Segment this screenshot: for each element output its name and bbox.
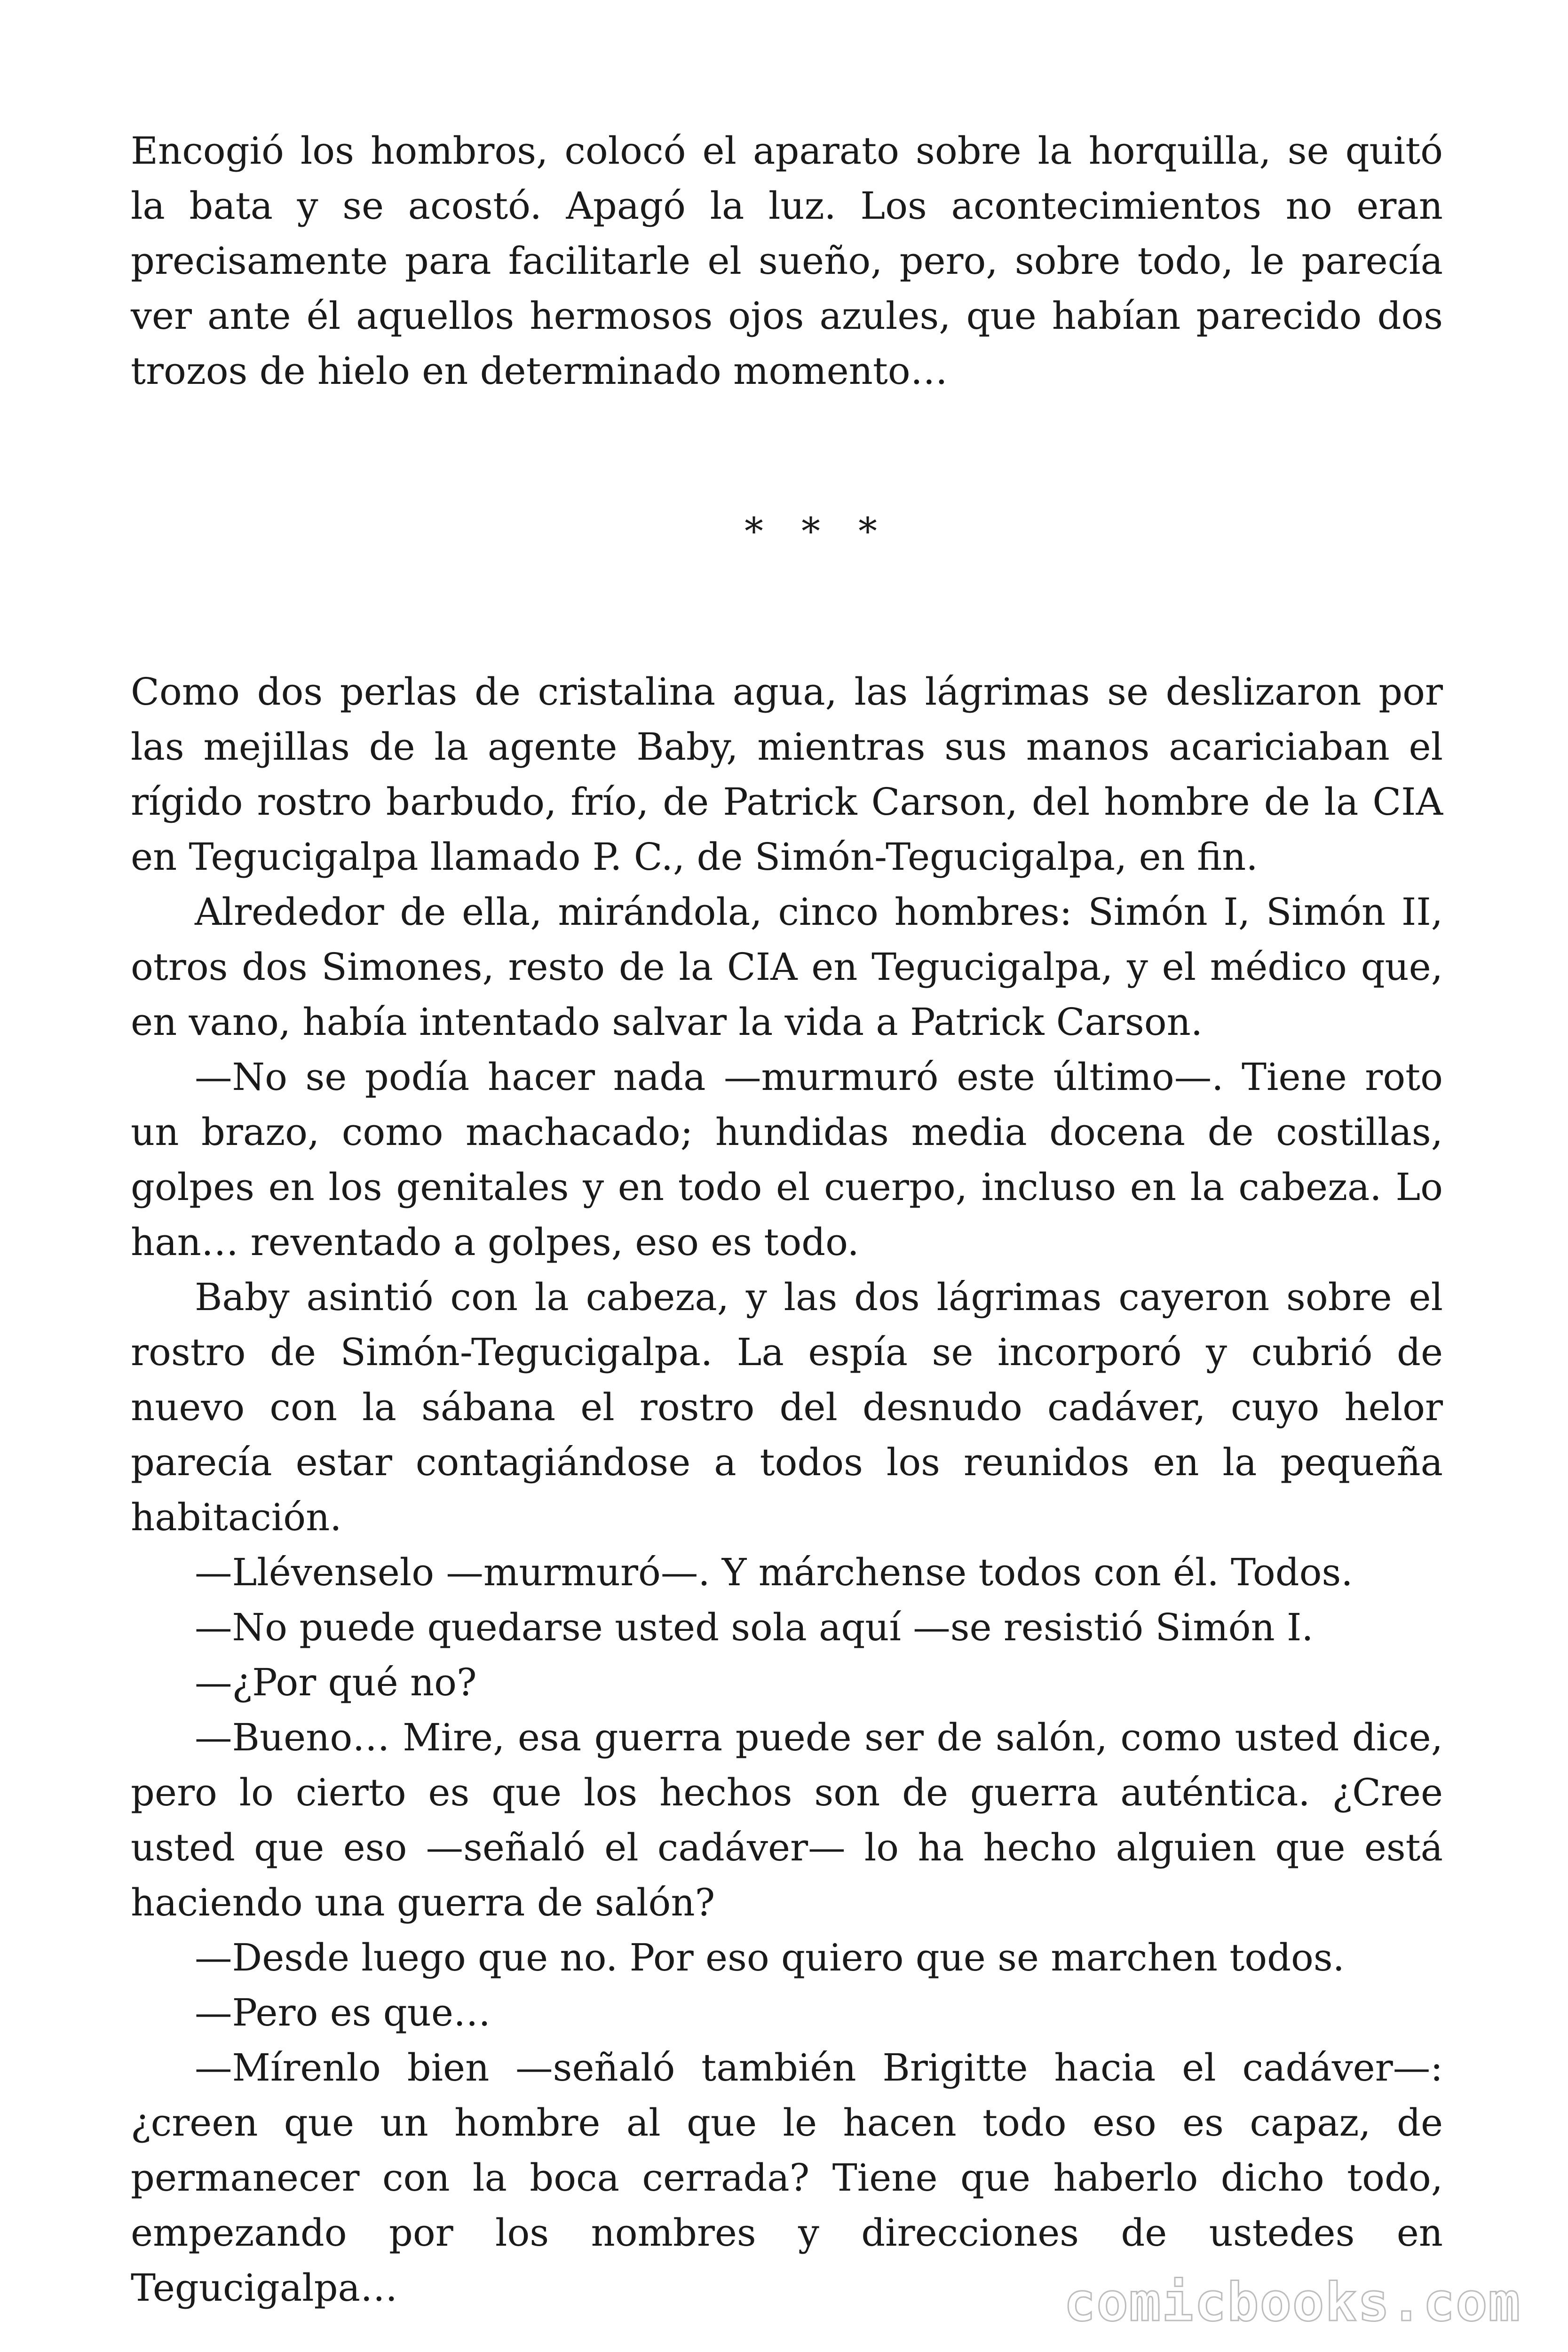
scene-separator: * * *	[744, 509, 890, 553]
paragraph: Baby asintió con la cabeza, y las dos lágrimas cayeron sobre el rostro de Simón-Tegucigalpa. La espía se incorporó y cubrió de nuevo con la sábana el rostro del desnudo cadáver, cuyo helor parecía estar contagiándose a todos los reunidos en la pequeña habitación.	[131, 1275, 1443, 1539]
dialogue-line: —No puede quedarse usted sola aquí —se resistió Simón I.	[195, 1605, 1314, 1649]
paragraph: Alrededor de ella, mirándola, cinco hombres: Simón I, Simón II, otros dos Simones, resto de la CIA en Tegucigalpa, y el médico que, en vano, había intentado salvar la vida a Patrick Carson.	[131, 890, 1443, 1044]
dialogue-line: —Bueno… Mire, esa guerra puede ser de salón, como usted dice, pero lo cierto es que los hechos son de guerra auténtica. ¿Cree usted que eso —señaló el cadáver— lo ha hecho alguien que está haciendo una guerra de salón?	[131, 1716, 1443, 1924]
paragraph: —No se podía hacer nada —murmuró este último—. Tiene roto un brazo, como machacado; hundidas media docena de costillas, golpes en los genitales y en todo el cuerpo, incluso en la cabeza. Lo han… reventado a golpes, eso es todo.	[131, 1055, 1443, 1264]
paragraph: Encogió los hombros, colocó el aparato sobre la horquilla, se quitó la bata y se acostó. Apagó la luz. Los acontecimientos no eran precisamente para facilitarle el sueño, pero, sobre todo, le parecía ver ante él aquellos hermosos ojos azules, que habían parecido dos trozos de hielo en determinado momento…	[131, 129, 1443, 393]
page-body	[131, 123, 1443, 2315]
dialogue-line: —Desde luego que no. Por eso quiero que se marchen todos.	[195, 1936, 1345, 1979]
dialogue-line: —Mírenlo bien —señaló también Brigitte hacia el cadáver—: ¿creen que un hombre al que le hacen todo eso es capaz, de permanecer con la boca cerrada? Tiene que haberlo dicho todo, empezando por los nombres y direcciones de ustedes en Tegucigalpa…	[131, 2046, 1443, 2310]
dialogue-line: —Pero es que…	[195, 1991, 491, 2034]
paragraph: Como dos perlas de cristalina agua, las lágrimas se deslizaron por las mejillas de la agente Baby, mientras sus manos acariciaban el rígido rostro barbudo, frío, de Patrick Carson, del hombre de la CIA en Tegucigalpa llamado P. C., de Simón-Tegucigalpa, en fin.	[131, 670, 1443, 879]
dialogue-line: —Llévenselo —murmuró—. Y márchense todos con él. Todos.	[195, 1550, 1353, 1594]
watermark: comicbooks.com	[1063, 2272, 1521, 2333]
dialogue-line: —¿Por qué no?	[195, 1661, 477, 1704]
